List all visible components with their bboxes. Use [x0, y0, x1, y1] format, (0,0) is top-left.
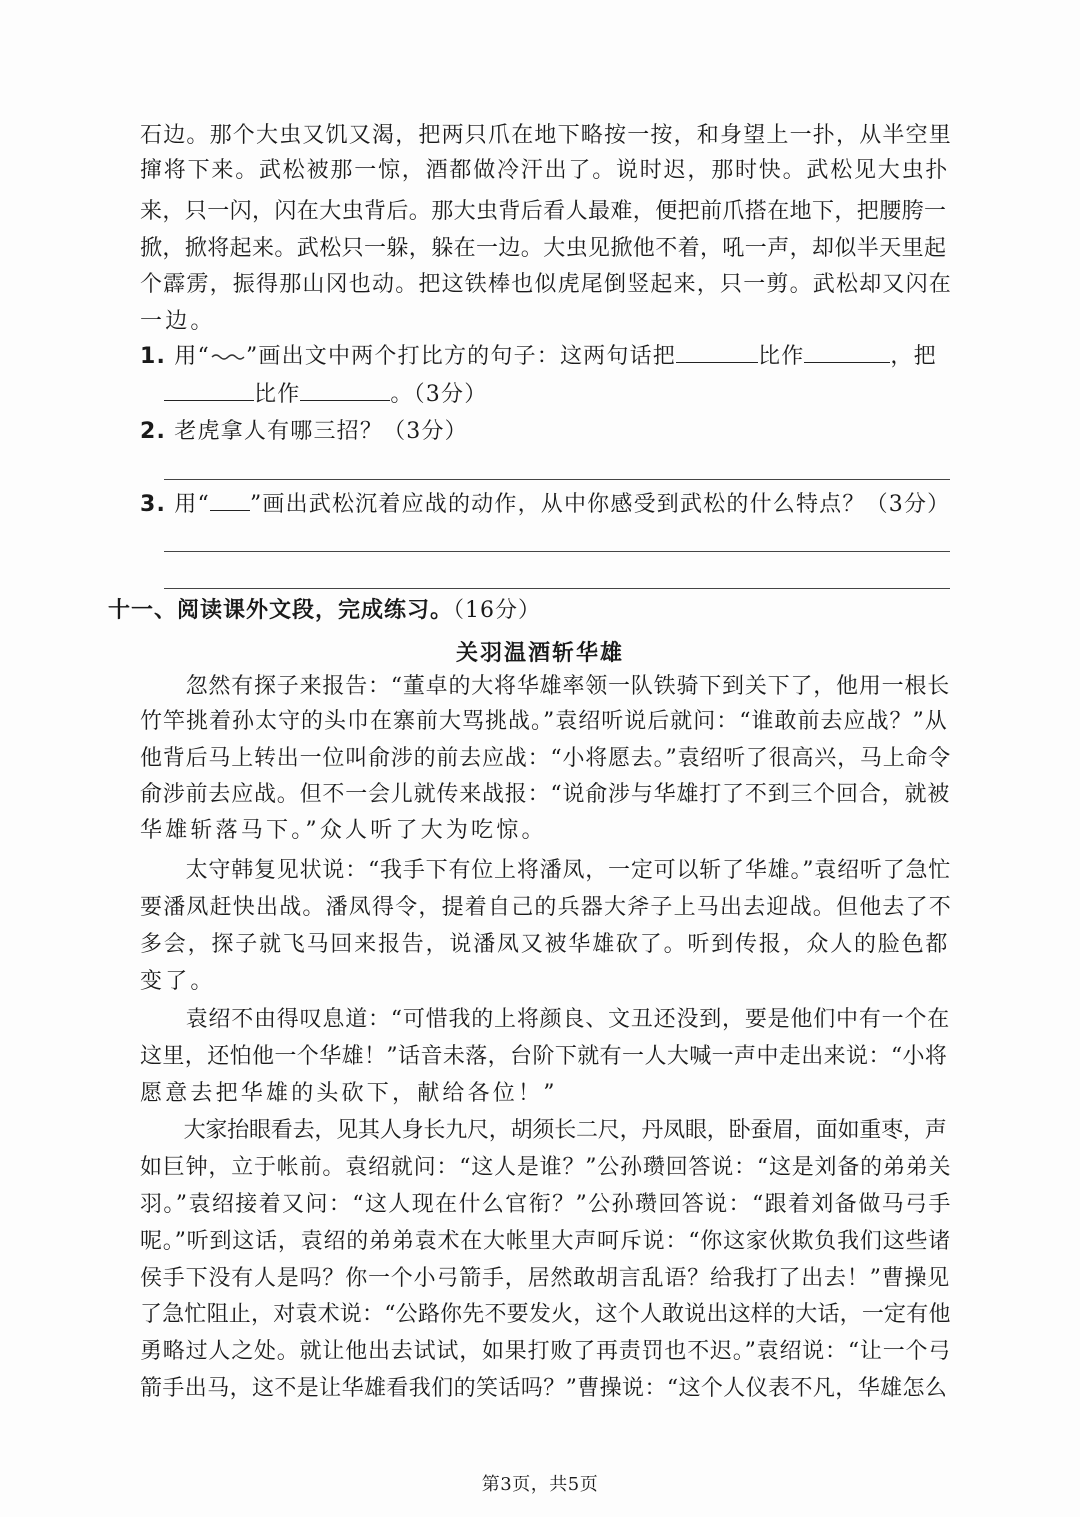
section-score: （16分）	[453, 598, 542, 623]
passage-2-line: 愿意去把华雄的头砍下，献给各位！”	[140, 1081, 558, 1106]
passage-1-line: 来，只一闪，闪在大虫背后。那大虫背后看人最难，便把前爪搭在地下，把腰胯一	[140, 199, 947, 224]
passage-2-line: 羽。”袁绍接着又问：“这人现在什么官衔？”公孙瓒回答说：“跟着刘备做马弓手	[140, 1192, 952, 1217]
answer-blank[interactable]	[300, 382, 390, 401]
question-text: 比作	[758, 344, 805, 369]
answer-blank[interactable]	[676, 344, 758, 363]
passage-2-line: 华雄斩落马下。”众人听了大为吃惊。	[140, 818, 547, 843]
passage-title: 关羽温酒斩华雄	[455, 641, 624, 666]
passage-2-line: 太守韩复见状说：“我手下有位上将潘凤，一定可以斩了华雄。”袁绍听了急忙	[140, 858, 952, 883]
question-text: ，把	[890, 344, 937, 369]
passage-2-line: 要潘凤赶快出战。潘凤得令，提着自己的兵器大斧子上马出去迎战。但他去了不	[140, 895, 953, 920]
passage-2-line: 他背后马上转出一位叫俞涉的前去应战：“小将愿去。”袁绍听了很高兴，马上命令	[140, 746, 952, 771]
passage-2-line: 变了。	[140, 969, 216, 994]
question-text: 。（3分）	[390, 382, 488, 407]
wavy-underline-icon	[210, 352, 246, 362]
passage-2-line: 竹竿挑着孙太守的头巾在寨前大骂挑战。”袁绍听说后就问：“谁敢前去应战？”从	[140, 709, 948, 734]
passage-2-line: 侯手下没有人是吗？你一个小弓箭手，居然敢胡言乱语？给我打了出去！”曹操见	[140, 1266, 951, 1291]
question-3	[140, 490, 960, 520]
question-number: 3.	[140, 492, 167, 517]
answer-line[interactable]	[164, 551, 950, 552]
question-text: ”画出文中两个打比方的句子：这两句话把	[245, 344, 676, 369]
answer-line[interactable]	[164, 588, 950, 589]
passage-2-line: 这里，还怕他一个华雄！”话音未落，台阶下就有一人大喊一声中走出来说：“小将	[140, 1044, 948, 1069]
passage-1-line: 一边。	[140, 309, 216, 334]
question-text: 用“	[174, 492, 210, 517]
question-1-continued	[164, 380, 984, 410]
answer-blank[interactable]	[164, 382, 254, 401]
passage-2-line: 俞涉前去应战。但不一会儿就传来战报：“说俞涉与华雄打了不到三个回合，就被	[140, 782, 951, 807]
passage-2-line: 箭手出马，这不是让华雄看我们的笑话吗？”曹操说：“这个人仪表不凡，华雄怎么	[140, 1376, 948, 1401]
page-number: 第3页，共5页	[481, 1474, 599, 1495]
passage-2-line: 多会，探子就飞马回来报告，说潘凤又被华雄砍了。听到传报，众人的脸色都	[140, 932, 950, 957]
answer-blank[interactable]	[804, 344, 890, 363]
passage-2-line: 大家抬眼看去，见其人身长九尺，胡须长二尺，丹凤眼，卧蚕眉，面如重枣，声	[140, 1118, 947, 1143]
passage-1-line: 掀，掀将起来。武松只一躲，躲在一边。大虫见掀他不着，吼一声，却似半天里起	[140, 236, 947, 261]
question-1	[140, 342, 960, 372]
passage-2-line: 袁绍不由得叹息道：“可惜我的上将颜良、文丑还没到，要是他们中有一个在	[140, 1007, 951, 1032]
question-text: 老虎拿人有哪三招？（3分）	[174, 419, 468, 444]
passage-2-line: 勇略过人之处。就让他出去试试，如果打败了再责罚也不迟。”袁绍说：“让一个弓	[140, 1339, 952, 1364]
question-text: ”画出武松沉着应战的动作，从中你感受到武松的什么特点？（3分）	[249, 492, 951, 517]
section-heading-text: 十一、阅读课外文段，完成练习。	[108, 598, 454, 623]
passage-1-line: 撺将下来。武松被那一惊，酒都做冷汗出了。说时迟，那时快。武松见大虫扑	[140, 158, 950, 183]
passage-2-line: 如巨钟，立于帐前。袁绍就问：“这人是谁？”公孙瓒回答说：“这是刘备的弟弟关	[140, 1155, 952, 1180]
question-text: 比作	[254, 382, 301, 407]
question-number: 2.	[140, 419, 167, 444]
passage-1-line: 石边。那个大虫又饥又渴，把两只爪在地下略按一按，和身望上一扑，从半空里	[140, 123, 953, 148]
passage-2-line: 了急忙阻止，对袁术说：“公路你先不要发火，这个人敢说出这样的大话，一定有他	[140, 1302, 951, 1327]
passage-2-line: 忽然有探子来报告：“董卓的大将华雄率领一队铁骑下到关下了，他用一根长	[140, 674, 951, 699]
straight-underline-icon	[210, 496, 250, 511]
question-text: 用“	[174, 344, 210, 369]
question-2	[140, 417, 960, 447]
passage-2-line: 呢。”听到这话，袁绍的弟弟袁术在大帐里大声呵斥说：“你这家伙欺负我们这些诸	[140, 1229, 952, 1254]
answer-line[interactable]	[164, 479, 950, 480]
section-heading	[108, 596, 541, 626]
passage-1-line: 个霹雳，振得那山冈也动。把这铁棒也似虎尾倒竖起来，只一剪。武松却又闪在	[140, 272, 953, 297]
question-number: 1.	[140, 344, 167, 369]
